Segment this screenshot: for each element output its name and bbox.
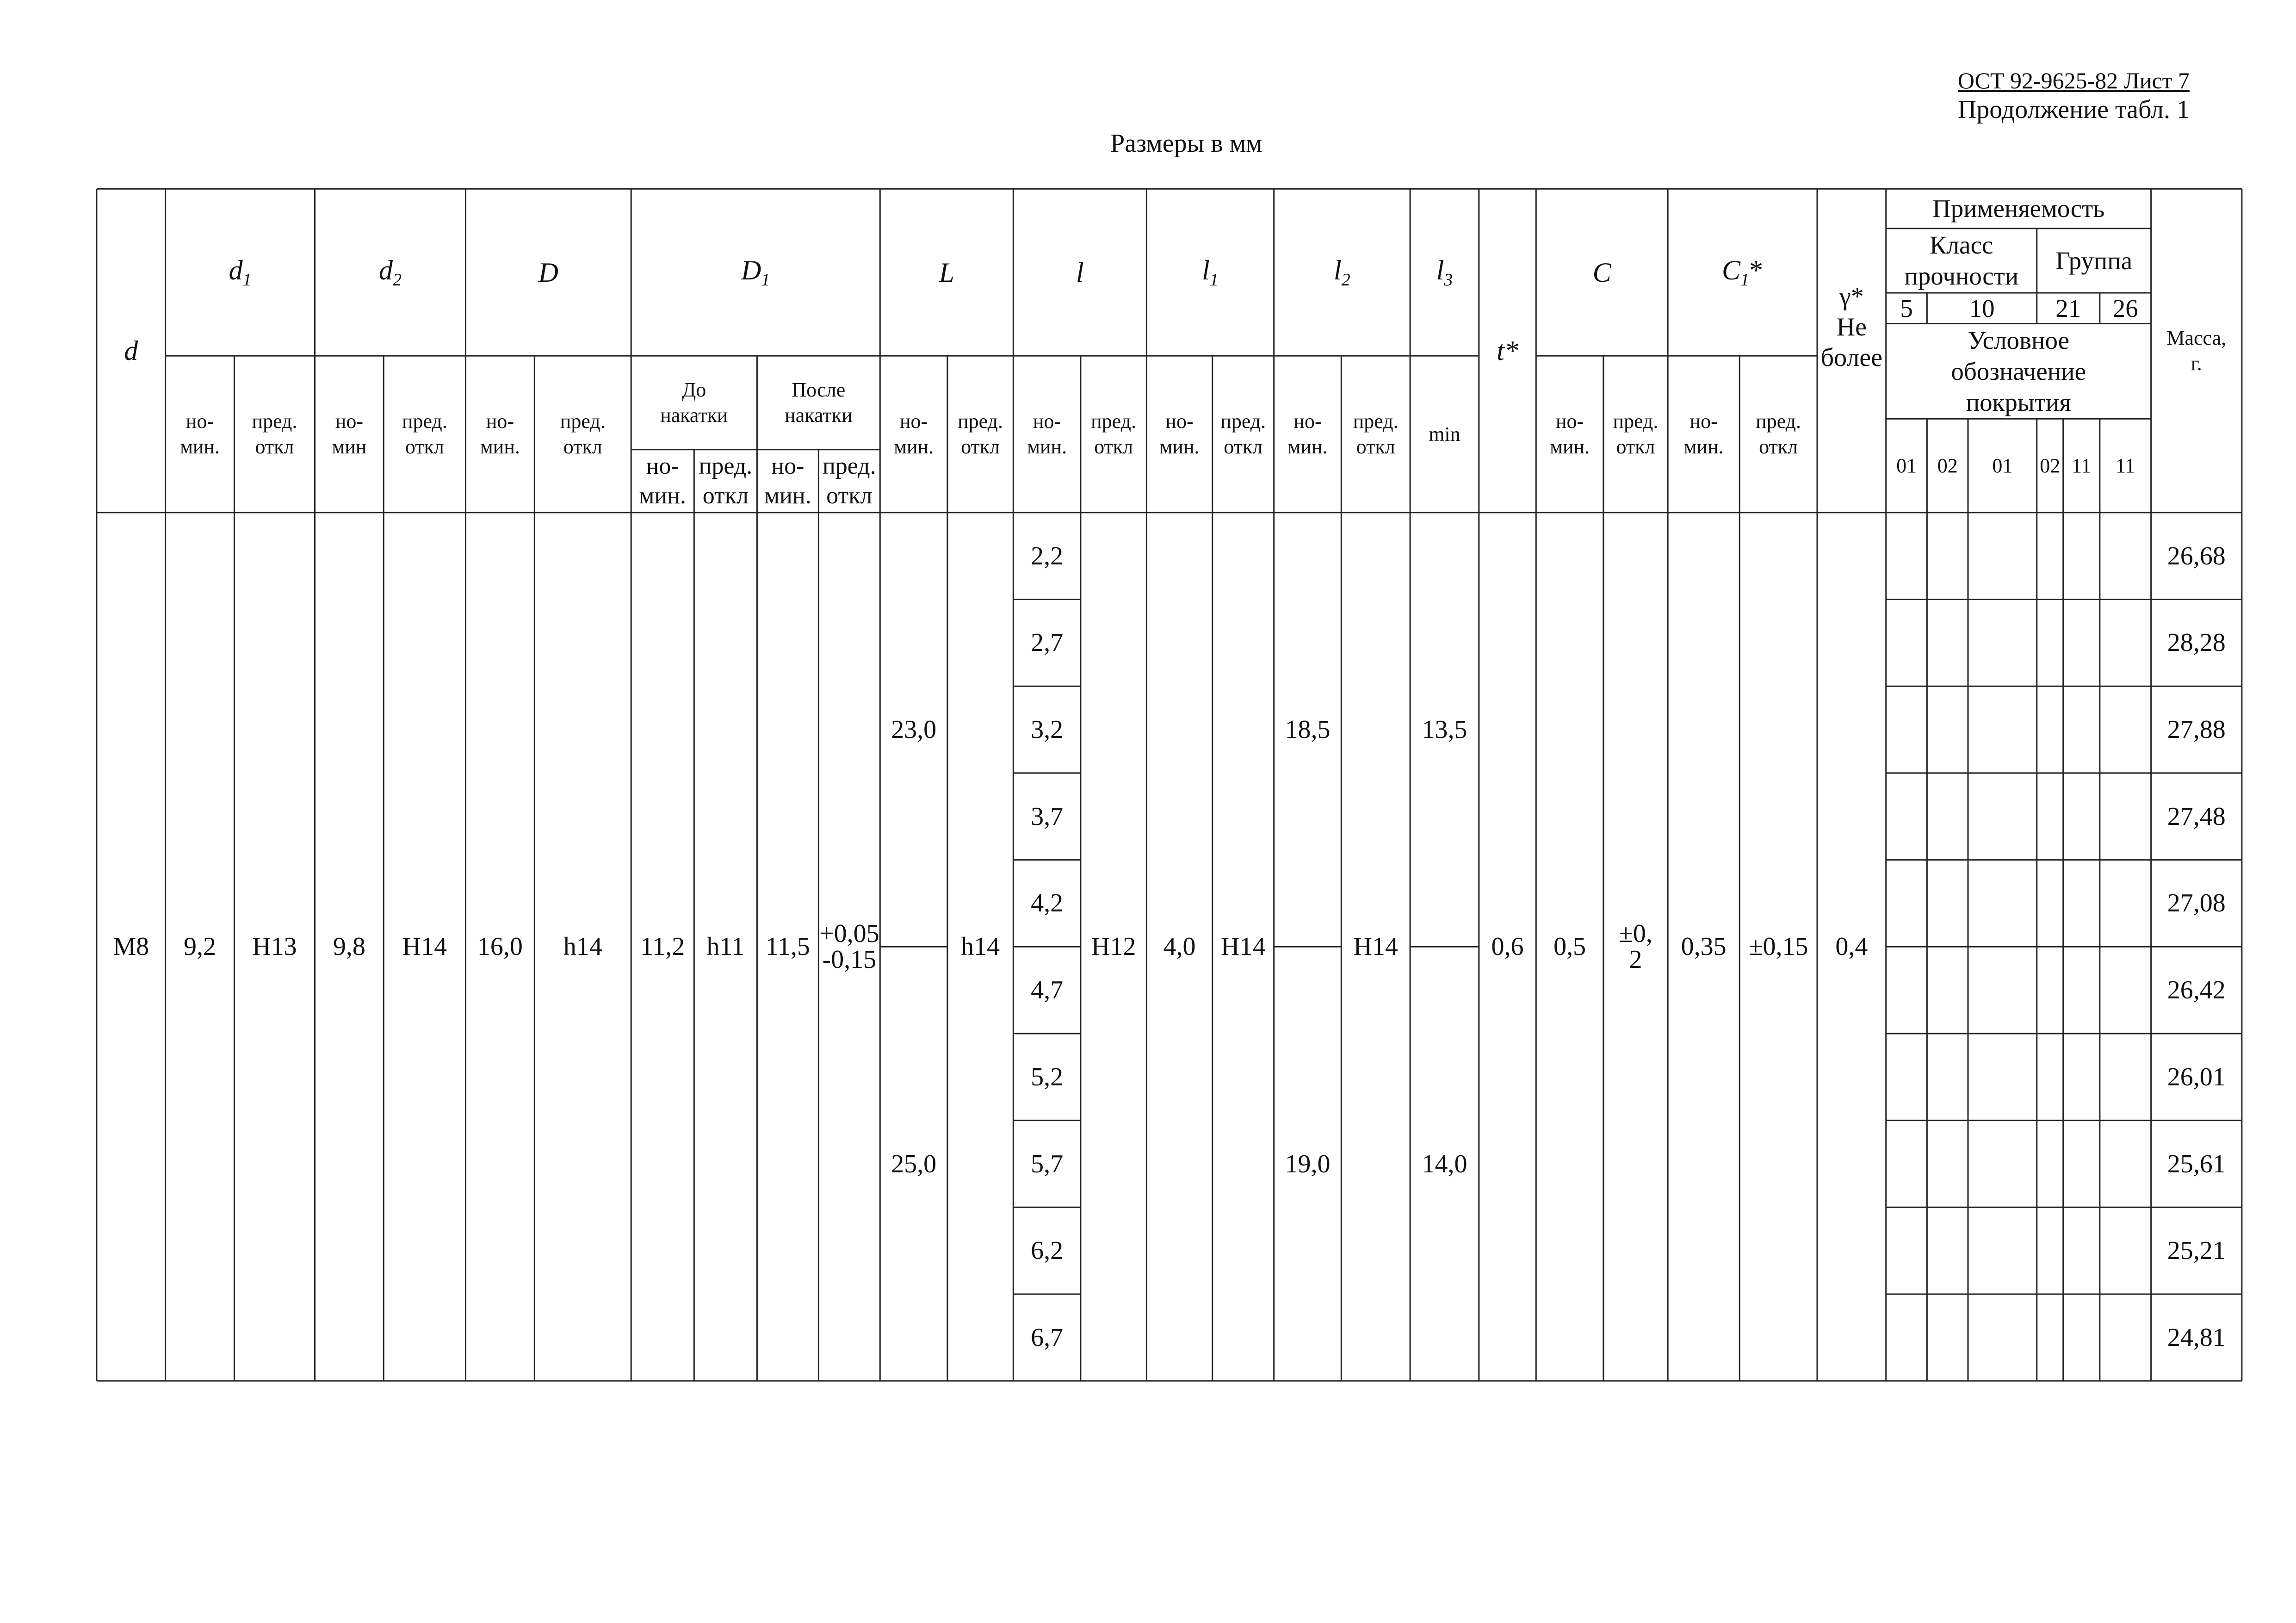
subheader-l-nom-text: но- мин. bbox=[1027, 410, 1067, 458]
applicability-cell bbox=[2037, 513, 2063, 600]
coat-code-2 bbox=[1927, 419, 1968, 513]
applicability-cell bbox=[1927, 773, 1968, 860]
value-l-pred-text: H12 bbox=[1091, 932, 1136, 961]
subheader-C-pred-text: пред. откл bbox=[1613, 410, 1659, 458]
applicability-cell bbox=[1968, 947, 2037, 1034]
value-l-5 bbox=[1013, 860, 1081, 947]
value-l-9 bbox=[1013, 1207, 1081, 1294]
value-l1-nom bbox=[1146, 513, 1212, 1381]
value-C-nom bbox=[1536, 513, 1603, 1381]
header-l1-symbol: l bbox=[1202, 254, 1210, 285]
value-mass-8-text: 25,61 bbox=[2167, 1149, 2226, 1178]
applicability-cell bbox=[1886, 600, 1927, 687]
header-D bbox=[466, 189, 631, 356]
value-L-pred bbox=[947, 513, 1013, 1381]
value-D-nom bbox=[466, 513, 535, 1381]
subheader-D-pred-text: пред. откл bbox=[560, 410, 606, 458]
applicability-cell bbox=[1927, 1034, 1968, 1121]
applicability-cell bbox=[2037, 600, 2063, 687]
header-C1-star: * bbox=[1749, 254, 1764, 285]
value-d bbox=[97, 513, 166, 1381]
header-C bbox=[1536, 189, 1668, 356]
subheader-L-nom-text: но- мин. bbox=[894, 410, 934, 458]
value-l1-nom-text: 4,0 bbox=[1163, 932, 1196, 961]
applicability-cell bbox=[2037, 773, 2063, 860]
header-l2-text bbox=[1334, 256, 1350, 289]
value-l-8-text: 5,7 bbox=[1031, 1149, 1064, 1178]
applicability-cell bbox=[2037, 686, 2063, 773]
subheader-C-nom-text: но- мин. bbox=[1550, 410, 1590, 458]
value-l2-nom-2-text: 19,0 bbox=[1285, 1149, 1331, 1178]
value-D1-do-pred bbox=[694, 513, 757, 1381]
header-l-text: l bbox=[1076, 257, 1084, 288]
document-code: ОСТ 92-9625-82 Лист 7 bbox=[1957, 68, 2190, 93]
subheader-l-pred bbox=[1081, 356, 1146, 513]
applicability-cell bbox=[2100, 686, 2151, 773]
subheader-D-pred bbox=[534, 356, 631, 513]
applicability-cell bbox=[2063, 947, 2100, 1034]
applicability-cell bbox=[1927, 860, 1968, 947]
header-gruppa bbox=[2037, 229, 2151, 293]
value-mass-6 bbox=[2151, 947, 2242, 1034]
coat-code-3 bbox=[1968, 419, 2037, 513]
subheader-C-pred bbox=[1603, 356, 1668, 513]
header-t bbox=[1479, 189, 1536, 513]
header-l3 bbox=[1410, 189, 1479, 356]
header-d2-symbol: d bbox=[379, 254, 393, 285]
header-D1 bbox=[631, 189, 880, 356]
value-mass-7 bbox=[2151, 1034, 2242, 1121]
subheader-D1-posle-pred-text: пред. откл bbox=[822, 453, 876, 509]
subheader-d1-pred bbox=[234, 356, 315, 513]
subheader-D1-posle-nom bbox=[757, 450, 818, 513]
header-d bbox=[97, 189, 166, 513]
applicability-cell bbox=[1968, 1207, 2037, 1294]
header-l1 bbox=[1146, 189, 1274, 356]
subheader-l-pred-text: пред. откл bbox=[1091, 410, 1137, 458]
coat-code-1 bbox=[1886, 419, 1927, 513]
table-continuation: Продолжение табл. 1 bbox=[1957, 95, 2190, 124]
value-C1-pred-text: ±0,15 bbox=[1748, 932, 1808, 961]
header-gamma bbox=[1817, 189, 1886, 513]
value-mass-1-text: 26,68 bbox=[2167, 541, 2226, 570]
header-primenyaemost-text: Применяемость bbox=[1932, 194, 2105, 223]
applicability-cell bbox=[2063, 1294, 2100, 1381]
applicability-cell bbox=[2037, 1121, 2063, 1208]
header-C1-index: 1 bbox=[1740, 270, 1750, 290]
subheader-D1-do-pred-text: пред. откл bbox=[699, 453, 753, 509]
value-t bbox=[1479, 513, 1536, 1381]
value-L-nom-2 bbox=[880, 1121, 947, 1208]
value-l1-pred bbox=[1213, 513, 1274, 1381]
value-l-5-text: 4,2 bbox=[1031, 889, 1064, 918]
applicability-cell bbox=[2063, 1121, 2100, 1208]
value-D1-posle-pred-text: +0,05 -0,15 bbox=[819, 919, 879, 974]
value-mass-10-text: 24,81 bbox=[2167, 1323, 2226, 1352]
applicability-cell bbox=[2037, 860, 2063, 947]
value-d2-pred bbox=[384, 513, 465, 1381]
value-mass-5-text: 27,08 bbox=[2167, 889, 2226, 918]
value-gamma-text: 0,4 bbox=[1835, 932, 1868, 961]
value-t-text: 0,6 bbox=[1491, 932, 1524, 961]
value-D-pred bbox=[534, 513, 631, 1381]
value-D1-posle-nom-text: 11,5 bbox=[765, 932, 810, 961]
value-mass-1 bbox=[2151, 513, 2242, 600]
header-gruppa-26 bbox=[2100, 293, 2151, 323]
header-l2-index: 2 bbox=[1341, 270, 1350, 290]
header-l3-index: 3 bbox=[1444, 270, 1453, 290]
value-l-9-text: 6,2 bbox=[1031, 1236, 1064, 1265]
subheader-C1-nom-text: но- мин. bbox=[1683, 410, 1724, 458]
value-C1-nom bbox=[1668, 513, 1739, 1381]
subheader-D1-do-nom-text: но- мин. bbox=[639, 453, 687, 509]
applicability-cell bbox=[2100, 773, 2151, 860]
applicability-cell bbox=[2100, 600, 2151, 687]
applicability-cell bbox=[2063, 1207, 2100, 1294]
header-gamma-text: γ* Не более bbox=[1820, 282, 1883, 372]
applicability-cell bbox=[1927, 1207, 1968, 1294]
header-l2 bbox=[1274, 189, 1410, 356]
value-l-7-text: 5,2 bbox=[1031, 1062, 1064, 1091]
value-d2-nom-text: 9,8 bbox=[333, 932, 365, 961]
coat-code-6-text: 11 bbox=[2116, 454, 2135, 477]
subheader-D-nom bbox=[466, 356, 535, 513]
coat-code-2-text: 02 bbox=[1937, 454, 1958, 477]
applicability-cell bbox=[1886, 1034, 1927, 1121]
header-klass-10-text: 10 bbox=[1969, 294, 1995, 322]
header-gruppa-21-text: 21 bbox=[2055, 294, 2081, 322]
subheader-l2-nom bbox=[1274, 356, 1342, 513]
header-gruppa-text: Группа bbox=[2055, 246, 2133, 275]
value-l-3-text: 3,2 bbox=[1031, 715, 1064, 744]
value-l-1 bbox=[1013, 513, 1081, 600]
value-mass-6-text: 26,42 bbox=[2167, 976, 2226, 1005]
applicability-cell bbox=[2063, 513, 2100, 600]
value-l2-nom-1 bbox=[1274, 686, 1342, 773]
subheader-D1-posle-pred bbox=[818, 450, 880, 513]
header-klass-10 bbox=[1927, 293, 2036, 323]
value-L-nom-1 bbox=[880, 686, 947, 773]
applicability-cell bbox=[1968, 600, 2037, 687]
coat-code-4-text: 02 bbox=[2040, 454, 2061, 477]
applicability-cell bbox=[2063, 600, 2100, 687]
applicability-cell bbox=[1886, 1121, 1927, 1208]
value-D-nom-text: 16,0 bbox=[477, 932, 523, 961]
header-primenyaemost bbox=[1886, 189, 2151, 228]
value-l-6 bbox=[1013, 947, 1081, 1034]
subheader-l3-min-text: min bbox=[1429, 422, 1461, 446]
applicability-cell bbox=[2037, 1294, 2063, 1381]
header-l1-text bbox=[1202, 256, 1219, 289]
applicability-cell bbox=[2100, 1034, 2151, 1121]
applicability-cell bbox=[1927, 1294, 1968, 1381]
header-uslovnoe bbox=[1886, 324, 2151, 419]
subheader-d2-pred-text: пред. откл bbox=[402, 410, 447, 458]
value-d2-pred-text: H14 bbox=[402, 932, 447, 961]
value-l2-pred-text: H14 bbox=[1353, 932, 1398, 961]
value-l1-pred-text: H14 bbox=[1221, 932, 1266, 961]
subheader-d1-pred-text: пред. откл bbox=[252, 410, 297, 458]
applicability-cell bbox=[1927, 513, 1968, 600]
value-D1-posle-pred bbox=[816, 513, 883, 1381]
value-C1-pred bbox=[1739, 513, 1817, 1381]
applicability-cell bbox=[1886, 773, 1927, 860]
header-klass-5-text: 5 bbox=[1900, 294, 1913, 322]
applicability-cell bbox=[2100, 1121, 2151, 1208]
value-C1-nom-text: 0,35 bbox=[1681, 932, 1727, 961]
header-l3-symbol: l bbox=[1436, 254, 1444, 285]
value-l3-min-1-text: 13,5 bbox=[1422, 715, 1467, 744]
value-C-nom-text: 0,5 bbox=[1553, 932, 1586, 961]
value-l-1-text: 2,2 bbox=[1031, 541, 1064, 570]
applicability-cell bbox=[1968, 1034, 2037, 1121]
subheader-C1-pred bbox=[1739, 356, 1817, 513]
header-gruppa-26-text: 26 bbox=[2112, 294, 2138, 322]
applicability-cell bbox=[1968, 686, 2037, 773]
applicability-cell bbox=[1886, 513, 1927, 600]
value-l-3 bbox=[1013, 686, 1081, 773]
header-C1-symbol: C bbox=[1722, 254, 1741, 285]
subheader-C1-nom bbox=[1668, 356, 1739, 513]
value-l3-min-2 bbox=[1410, 1121, 1479, 1208]
applicability-cell bbox=[1968, 773, 2037, 860]
applicability-cell bbox=[1927, 600, 1968, 687]
value-mass-9-text: 25,21 bbox=[2167, 1236, 2226, 1265]
coat-code-5 bbox=[2063, 419, 2100, 513]
value-d-text: M8 bbox=[113, 932, 149, 961]
subheader-D1-posle-nom-text: но- мин. bbox=[764, 453, 811, 509]
value-C-pred-text: ±0, 2 bbox=[1619, 919, 1652, 974]
value-mass-2-text: 28,28 bbox=[2167, 628, 2226, 657]
value-l3-min-1 bbox=[1410, 686, 1479, 773]
header-t-text: t* bbox=[1497, 335, 1518, 366]
value-mass-4 bbox=[2151, 773, 2242, 860]
header-C1-text bbox=[1722, 256, 1763, 289]
value-D1-do-nom-text: 11,2 bbox=[640, 932, 685, 961]
header-massa bbox=[2151, 189, 2242, 513]
applicability-cell bbox=[2037, 947, 2063, 1034]
value-l2-nom-1-text: 18,5 bbox=[1285, 715, 1331, 744]
value-L-pred-text: h14 bbox=[961, 932, 1000, 961]
subheader-d2-nom-text: но- мин bbox=[332, 410, 367, 458]
coat-code-6 bbox=[2100, 419, 2151, 513]
subheader-l2-pred-text: пред. откл bbox=[1353, 410, 1399, 458]
applicability-cell bbox=[2063, 860, 2100, 947]
header-d1-symbol: d bbox=[229, 254, 243, 285]
value-l2-pred bbox=[1341, 513, 1410, 1381]
applicability-cell bbox=[1886, 686, 1927, 773]
applicability-cell bbox=[1927, 1121, 1968, 1208]
subheader-l1-pred bbox=[1213, 356, 1274, 513]
header-gruppa-21 bbox=[2037, 293, 2100, 323]
value-l-4-text: 3,7 bbox=[1031, 802, 1064, 831]
applicability-cell bbox=[2100, 947, 2151, 1034]
subheader-D1-do bbox=[631, 356, 757, 450]
applicability-cell bbox=[1886, 947, 1927, 1034]
subheader-D1-do-text: До накатки bbox=[660, 378, 728, 427]
header-D-text: D bbox=[538, 257, 559, 288]
value-mass-10 bbox=[2151, 1294, 2242, 1381]
value-mass-7-text: 26,01 bbox=[2167, 1062, 2226, 1091]
value-L-nom-1-text: 23,0 bbox=[891, 715, 937, 744]
subheader-C-nom bbox=[1536, 356, 1603, 513]
subheader-C1-pred-text: пред. откл bbox=[1756, 410, 1801, 458]
applicability-cell bbox=[1886, 1294, 1927, 1381]
applicability-cell bbox=[2063, 686, 2100, 773]
subheader-d2-pred bbox=[384, 356, 465, 513]
header-D1-index: 1 bbox=[761, 270, 770, 290]
value-L-nom-2-text: 25,0 bbox=[891, 1149, 937, 1178]
subheader-L-nom bbox=[880, 356, 947, 513]
value-d2-nom bbox=[315, 513, 384, 1381]
subheader-L-pred bbox=[947, 356, 1013, 513]
subheader-l1-nom bbox=[1146, 356, 1212, 513]
value-l-2 bbox=[1013, 600, 1081, 687]
value-mass-4-text: 27,48 bbox=[2167, 802, 2226, 831]
subheader-l-nom bbox=[1013, 356, 1081, 513]
value-mass-8 bbox=[2151, 1121, 2242, 1208]
value-C-pred bbox=[1603, 513, 1668, 1381]
coat-code-3-text: 01 bbox=[1992, 454, 2013, 477]
value-d1-nom-text: 9,2 bbox=[184, 932, 217, 961]
applicability-cell bbox=[1968, 513, 2037, 600]
value-mass-5 bbox=[2151, 860, 2242, 947]
header-L bbox=[880, 189, 1013, 356]
subheader-D1-do-nom bbox=[631, 450, 694, 513]
value-mass-3 bbox=[2151, 686, 2242, 773]
subheader-d1-nom bbox=[166, 356, 235, 513]
coat-code-5-text: 11 bbox=[2072, 454, 2092, 477]
header-klass bbox=[1886, 229, 2037, 293]
value-mass-3-text: 27,88 bbox=[2167, 715, 2226, 744]
value-d1-pred bbox=[234, 513, 315, 1381]
header-d-text: d bbox=[124, 335, 138, 366]
value-l-4 bbox=[1013, 773, 1081, 860]
subheader-l3-min bbox=[1410, 356, 1479, 513]
applicability-cell bbox=[2037, 1034, 2063, 1121]
applicability-cell bbox=[2063, 773, 2100, 860]
value-l2-nom-2 bbox=[1274, 1121, 1342, 1208]
subheader-L-pred-text: пред. откл bbox=[958, 410, 1003, 458]
value-mass-2 bbox=[2151, 600, 2242, 687]
applicability-cell bbox=[2037, 1207, 2063, 1294]
subheader-l2-nom-text: но- мин. bbox=[1287, 410, 1328, 458]
value-l-7 bbox=[1013, 1034, 1081, 1121]
header-d1 bbox=[166, 189, 315, 356]
header-d2-index: 2 bbox=[393, 270, 402, 290]
applicability-cell bbox=[2100, 860, 2151, 947]
header-l2-symbol: l bbox=[1334, 254, 1342, 285]
header-uslovnoe-text: Условное обозначение покрытия bbox=[1951, 326, 2086, 416]
applicability-cell bbox=[1886, 1207, 1927, 1294]
header-L-text: L bbox=[939, 257, 954, 288]
value-l3-min-2-text: 14,0 bbox=[1422, 1149, 1467, 1178]
header-d2-text bbox=[379, 256, 402, 289]
value-l-6-text: 4,7 bbox=[1031, 976, 1064, 1005]
value-mass-9 bbox=[2151, 1207, 2242, 1294]
applicability-cell bbox=[1968, 1294, 2037, 1381]
subheader-D1-posle-text: После накатки bbox=[785, 378, 853, 427]
value-D1-posle-nom bbox=[757, 513, 818, 1381]
subheader-l2-pred bbox=[1341, 356, 1410, 513]
value-l-10-text: 6,7 bbox=[1031, 1323, 1064, 1352]
header-C1 bbox=[1668, 189, 1817, 356]
value-l-8 bbox=[1013, 1121, 1081, 1208]
subheader-D1-posle bbox=[757, 356, 880, 450]
value-l-pred bbox=[1081, 513, 1146, 1381]
applicability-cell bbox=[2100, 513, 2151, 600]
subheader-d2-nom bbox=[315, 356, 384, 513]
applicability-cell bbox=[2100, 1207, 2151, 1294]
coat-code-1-text: 01 bbox=[1896, 454, 1917, 477]
applicability-cell bbox=[2063, 1034, 2100, 1121]
header-C-text: C bbox=[1592, 257, 1611, 288]
applicability-cell bbox=[2100, 1294, 2151, 1381]
subheader-d1-nom-text: но- мин. bbox=[180, 410, 220, 458]
header-d1-text bbox=[229, 256, 252, 289]
applicability-cell bbox=[1968, 860, 2037, 947]
header-D1-text bbox=[741, 256, 770, 289]
header-d2 bbox=[315, 189, 466, 356]
applicability-cell bbox=[1927, 947, 1968, 1034]
header-d1-index: 1 bbox=[242, 270, 252, 290]
applicability-cell bbox=[1886, 860, 1927, 947]
header-D1-symbol: D bbox=[741, 254, 761, 285]
subheader-l1-pred-text: пред. откл bbox=[1220, 410, 1266, 458]
subheader-D1-do-pred bbox=[694, 450, 757, 513]
header-klass-text: Класс прочности bbox=[1904, 231, 2019, 291]
value-d1-pred-text: H13 bbox=[252, 932, 297, 961]
header-l3-text bbox=[1436, 256, 1453, 289]
value-D1-do-pred-text: h11 bbox=[706, 932, 745, 961]
header-klass-5 bbox=[1886, 293, 1927, 323]
applicability-cell bbox=[1968, 1121, 2037, 1208]
header-l bbox=[1013, 189, 1146, 356]
header-massa-text: Масса, г. bbox=[2166, 327, 2227, 375]
units-caption: Размеры в мм bbox=[1110, 129, 1262, 158]
applicability-cell bbox=[1927, 686, 1968, 773]
subheader-l1-nom-text: но- мин. bbox=[1159, 410, 1200, 458]
value-l-2-text: 2,7 bbox=[1031, 628, 1064, 657]
value-D1-do-nom bbox=[631, 513, 694, 1381]
subheader-D-nom-text: но- мин. bbox=[480, 410, 520, 458]
value-d1-nom bbox=[166, 513, 235, 1381]
coat-code-4 bbox=[2037, 419, 2063, 513]
value-D-pred-text: h14 bbox=[563, 932, 602, 961]
value-l-10 bbox=[1013, 1294, 1081, 1381]
header-l1-index: 1 bbox=[1209, 270, 1219, 290]
value-gamma bbox=[1817, 513, 1886, 1381]
